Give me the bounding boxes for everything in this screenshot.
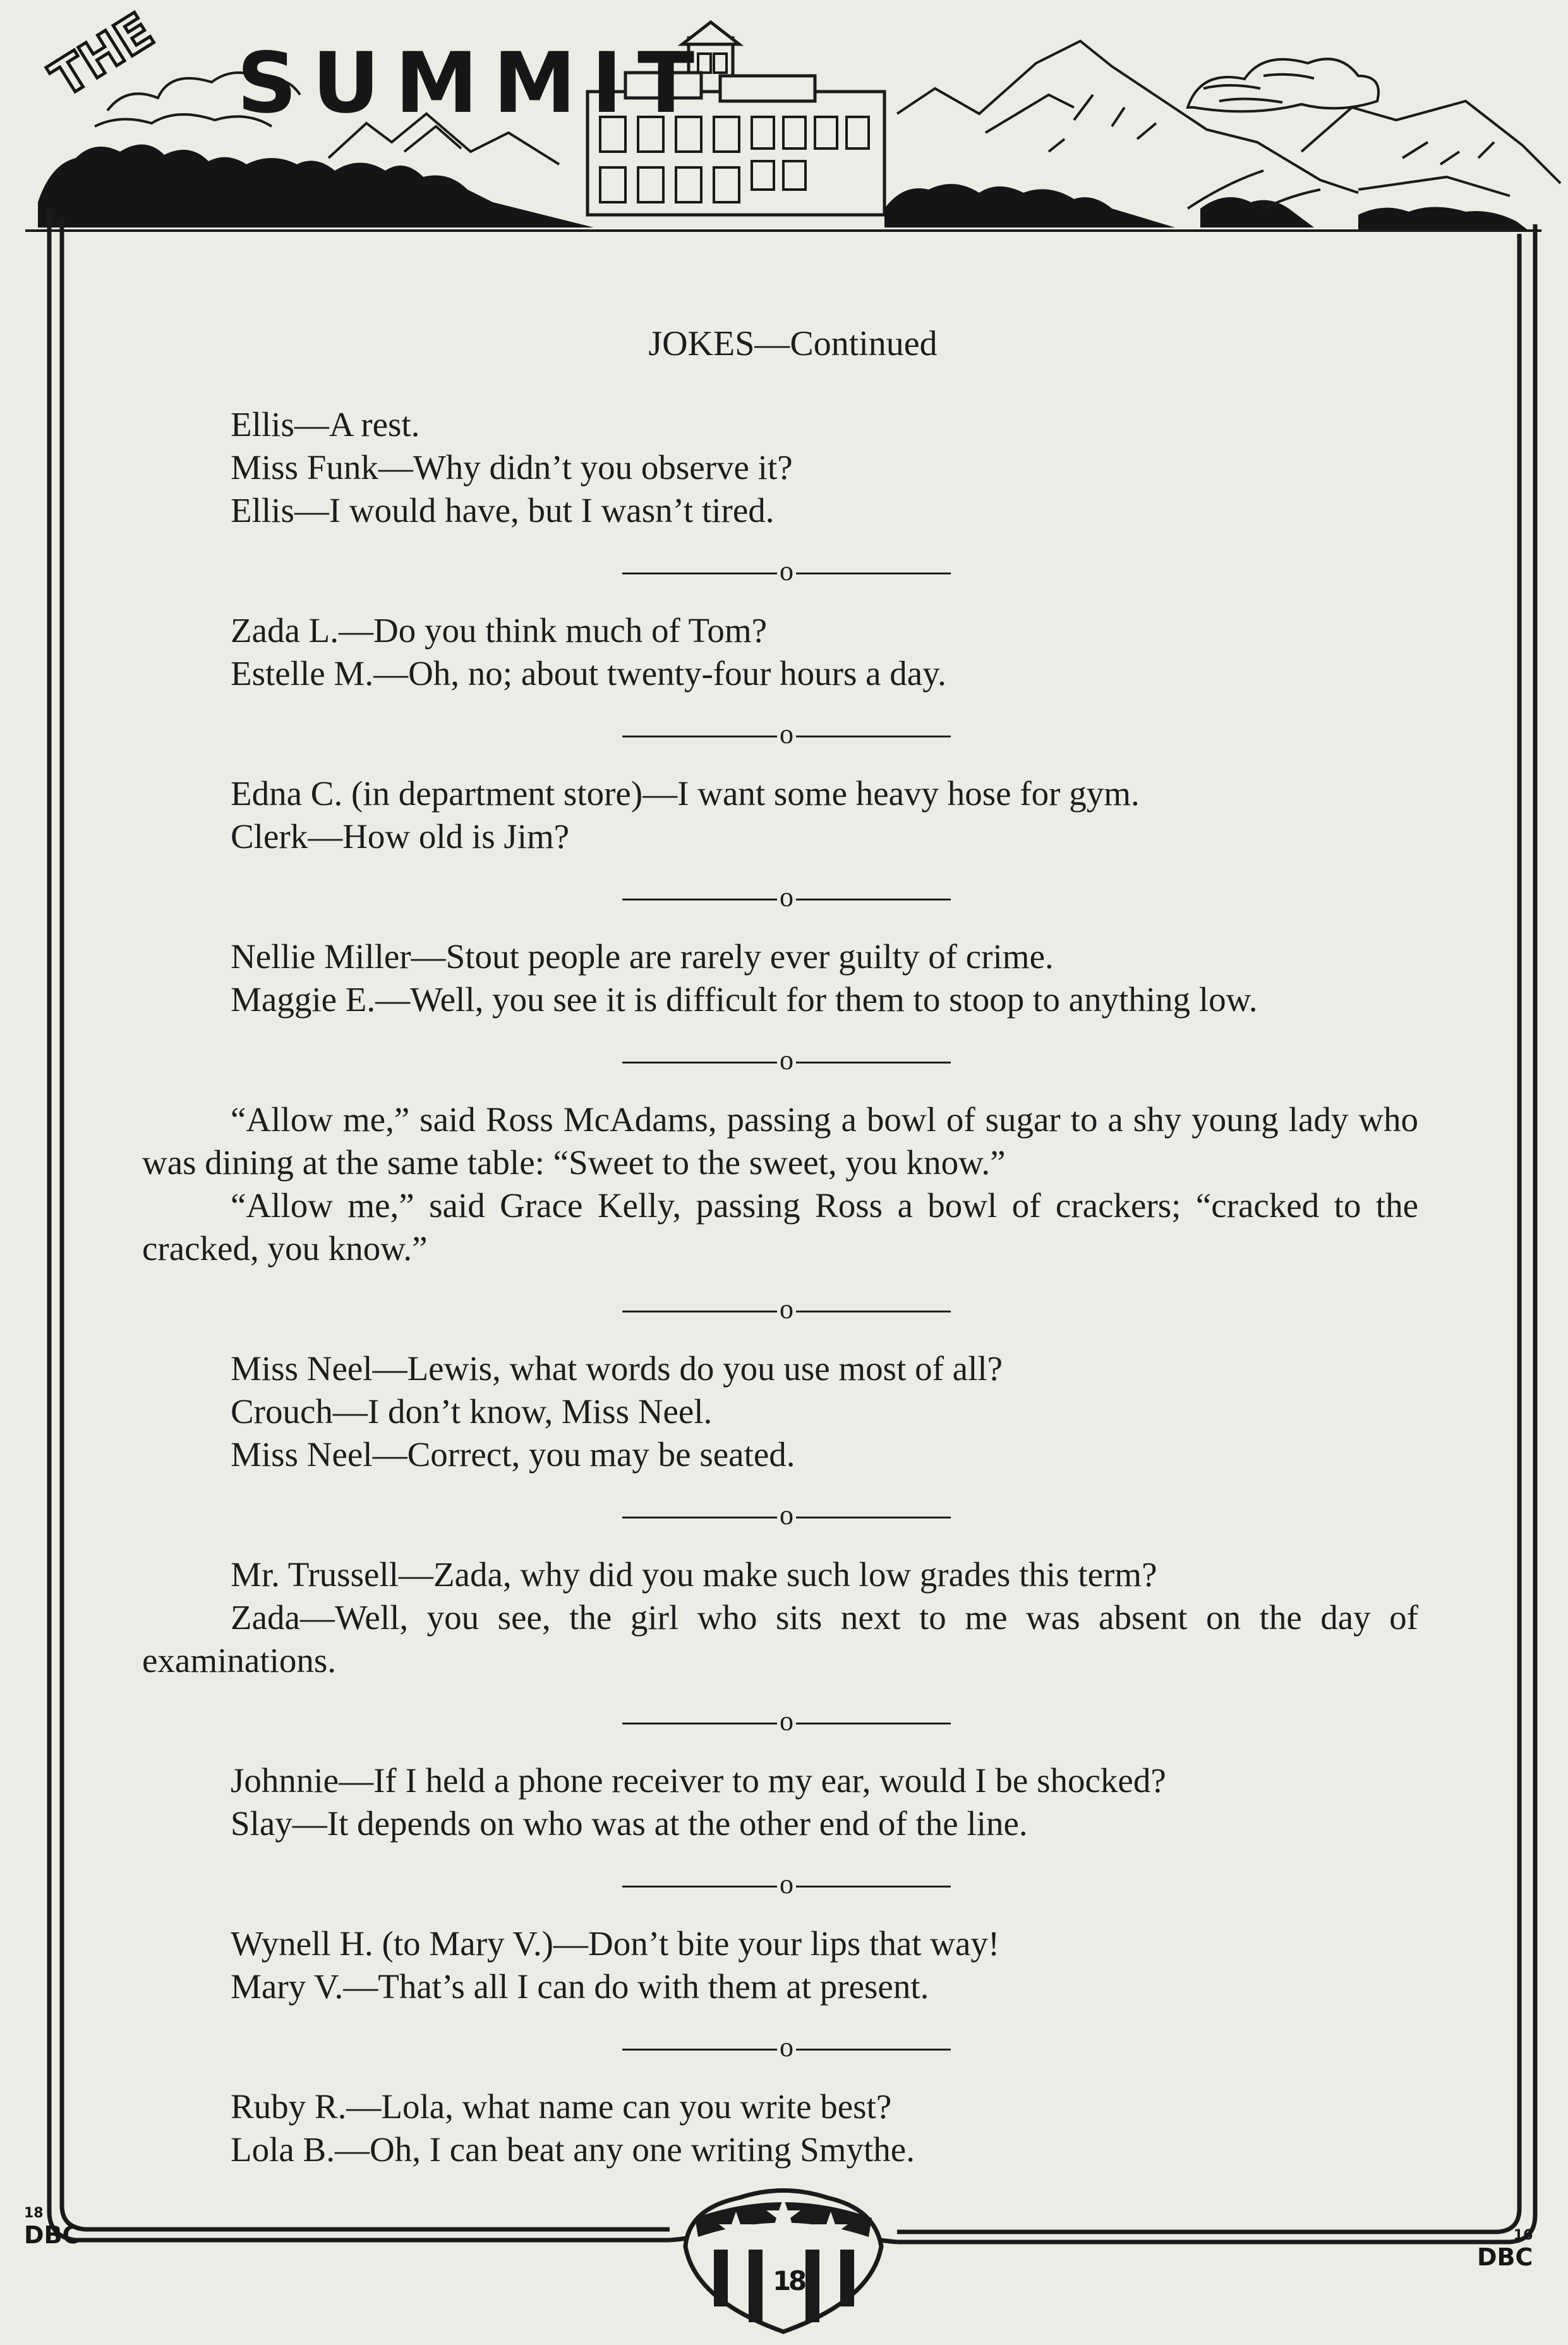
separator-mark: o: [780, 555, 793, 586]
joke-line: Clerk—How old is Jim?: [231, 817, 570, 856]
joke-line: Miss Neel—Correct, you may be seated.: [231, 1435, 795, 1474]
separator-mark: o: [780, 1045, 793, 1076]
joke-line: Johnnie—If I held a phone receiver to my ear, would I be shocked?: [231, 1761, 1166, 1800]
separator-mark: o: [780, 1500, 793, 1530]
joke-line: Slay—It depends on who was at the other end of the line.: [231, 1804, 1028, 1843]
masthead-the: THE: [41, 2, 164, 109]
separator: [622, 708, 951, 751]
joke-line: “Allow me,” said Ross McAdams, passing a bowl of sugar to a shy young lady who was dining at the same table: “Sweet to the sweet, you know.”: [142, 1100, 1418, 1182]
joke-5: [142, 1098, 1418, 1270]
joke-line: Mr. Trussell—Zada, why did you make such low grades this term?: [231, 1555, 1157, 1594]
page-heading: JOKES—Continued: [648, 324, 938, 363]
separator: [622, 1858, 951, 1901]
corner-initials-right: DBC: [1477, 2243, 1533, 2271]
jokes-content: [142, 303, 1418, 2171]
corner-initials-left: DBC: [24, 2221, 80, 2249]
corner-monogram-left: [24, 2205, 80, 2249]
separator-mark: o: [780, 882, 793, 912]
joke-1: [142, 403, 1418, 532]
separator: [622, 545, 951, 588]
joke-line: Miss Funk—Why didn’t you observe it?: [231, 448, 793, 487]
joke-2: [142, 609, 1418, 695]
separator-mark: o: [780, 1706, 793, 1736]
masthead-title: SUMMIT: [237, 35, 710, 132]
joke-line: Estelle M.—Oh, no; about twenty-four hours a day.: [231, 654, 946, 693]
separator-mark: o: [780, 1869, 793, 1900]
joke-line: Mary V.—That’s all I can do with them at present.: [231, 1967, 929, 2006]
shield-digit-left: 1: [773, 2265, 792, 2296]
joke-line: Lola B.—Oh, I can beat any one writing Smythe.: [231, 2130, 915, 2169]
joke-8: [142, 1759, 1418, 1845]
separator: [622, 2021, 951, 2064]
joke-line: Ellis—I would have, but I wasn’t tired.: [231, 491, 775, 530]
corner-year-left: 18: [24, 2205, 44, 2221]
separator: [622, 871, 951, 914]
separator: [622, 1034, 951, 1077]
separator-mark: o: [780, 1294, 793, 1324]
joke-line: Miss Neel—Lewis, what words do you use most of all?: [231, 1349, 1003, 1388]
joke-line: Ellis—A rest.: [231, 405, 420, 444]
corner-year-right: 16: [1513, 2227, 1533, 2243]
separator: [622, 1283, 951, 1326]
joke-9: [142, 1922, 1418, 2008]
joke-line: Nellie Miller—Stout people are rarely ever guilty of crime.: [231, 937, 1054, 976]
shield-digit-right: 8: [788, 2265, 807, 2296]
joke-line: Ruby R.—Lola, what name can you write best?: [231, 2087, 892, 2126]
joke-line: Wynell H. (to Mary V.)—Don’t bite your lips that way!: [231, 1924, 1000, 1963]
joke-3: [142, 772, 1418, 858]
joke-7: [142, 1553, 1418, 1682]
joke-6: [142, 1347, 1418, 1476]
joke-10: [142, 2085, 1418, 2171]
joke-4: [142, 935, 1418, 1021]
joke-line: Edna C. (in department store)—I want some heavy hose for gym.: [231, 774, 1140, 813]
separator: [622, 1695, 951, 1738]
joke-line: Maggie E.—Well, you see it is difficult for them to stoop to anything low.: [231, 980, 1258, 1019]
joke-line: Zada L.—Do you think much of Tom?: [231, 611, 768, 650]
joke-line: “Allow me,” said Grace Kelly, passing Ross a bowl of crackers; “cracked to the cracked, you know.”: [142, 1186, 1418, 1268]
separator: [622, 1489, 951, 1532]
joke-line: Crouch—I don’t know, Miss Neel.: [231, 1392, 713, 1431]
joke-line: Zada—Well, you see, the girl who sits next to me was absent on the day of examinations.: [142, 1598, 1418, 1680]
corner-monogram-right: [1477, 2227, 1533, 2271]
separator-mark: o: [780, 718, 793, 749]
separator-mark: o: [780, 2032, 793, 2063]
